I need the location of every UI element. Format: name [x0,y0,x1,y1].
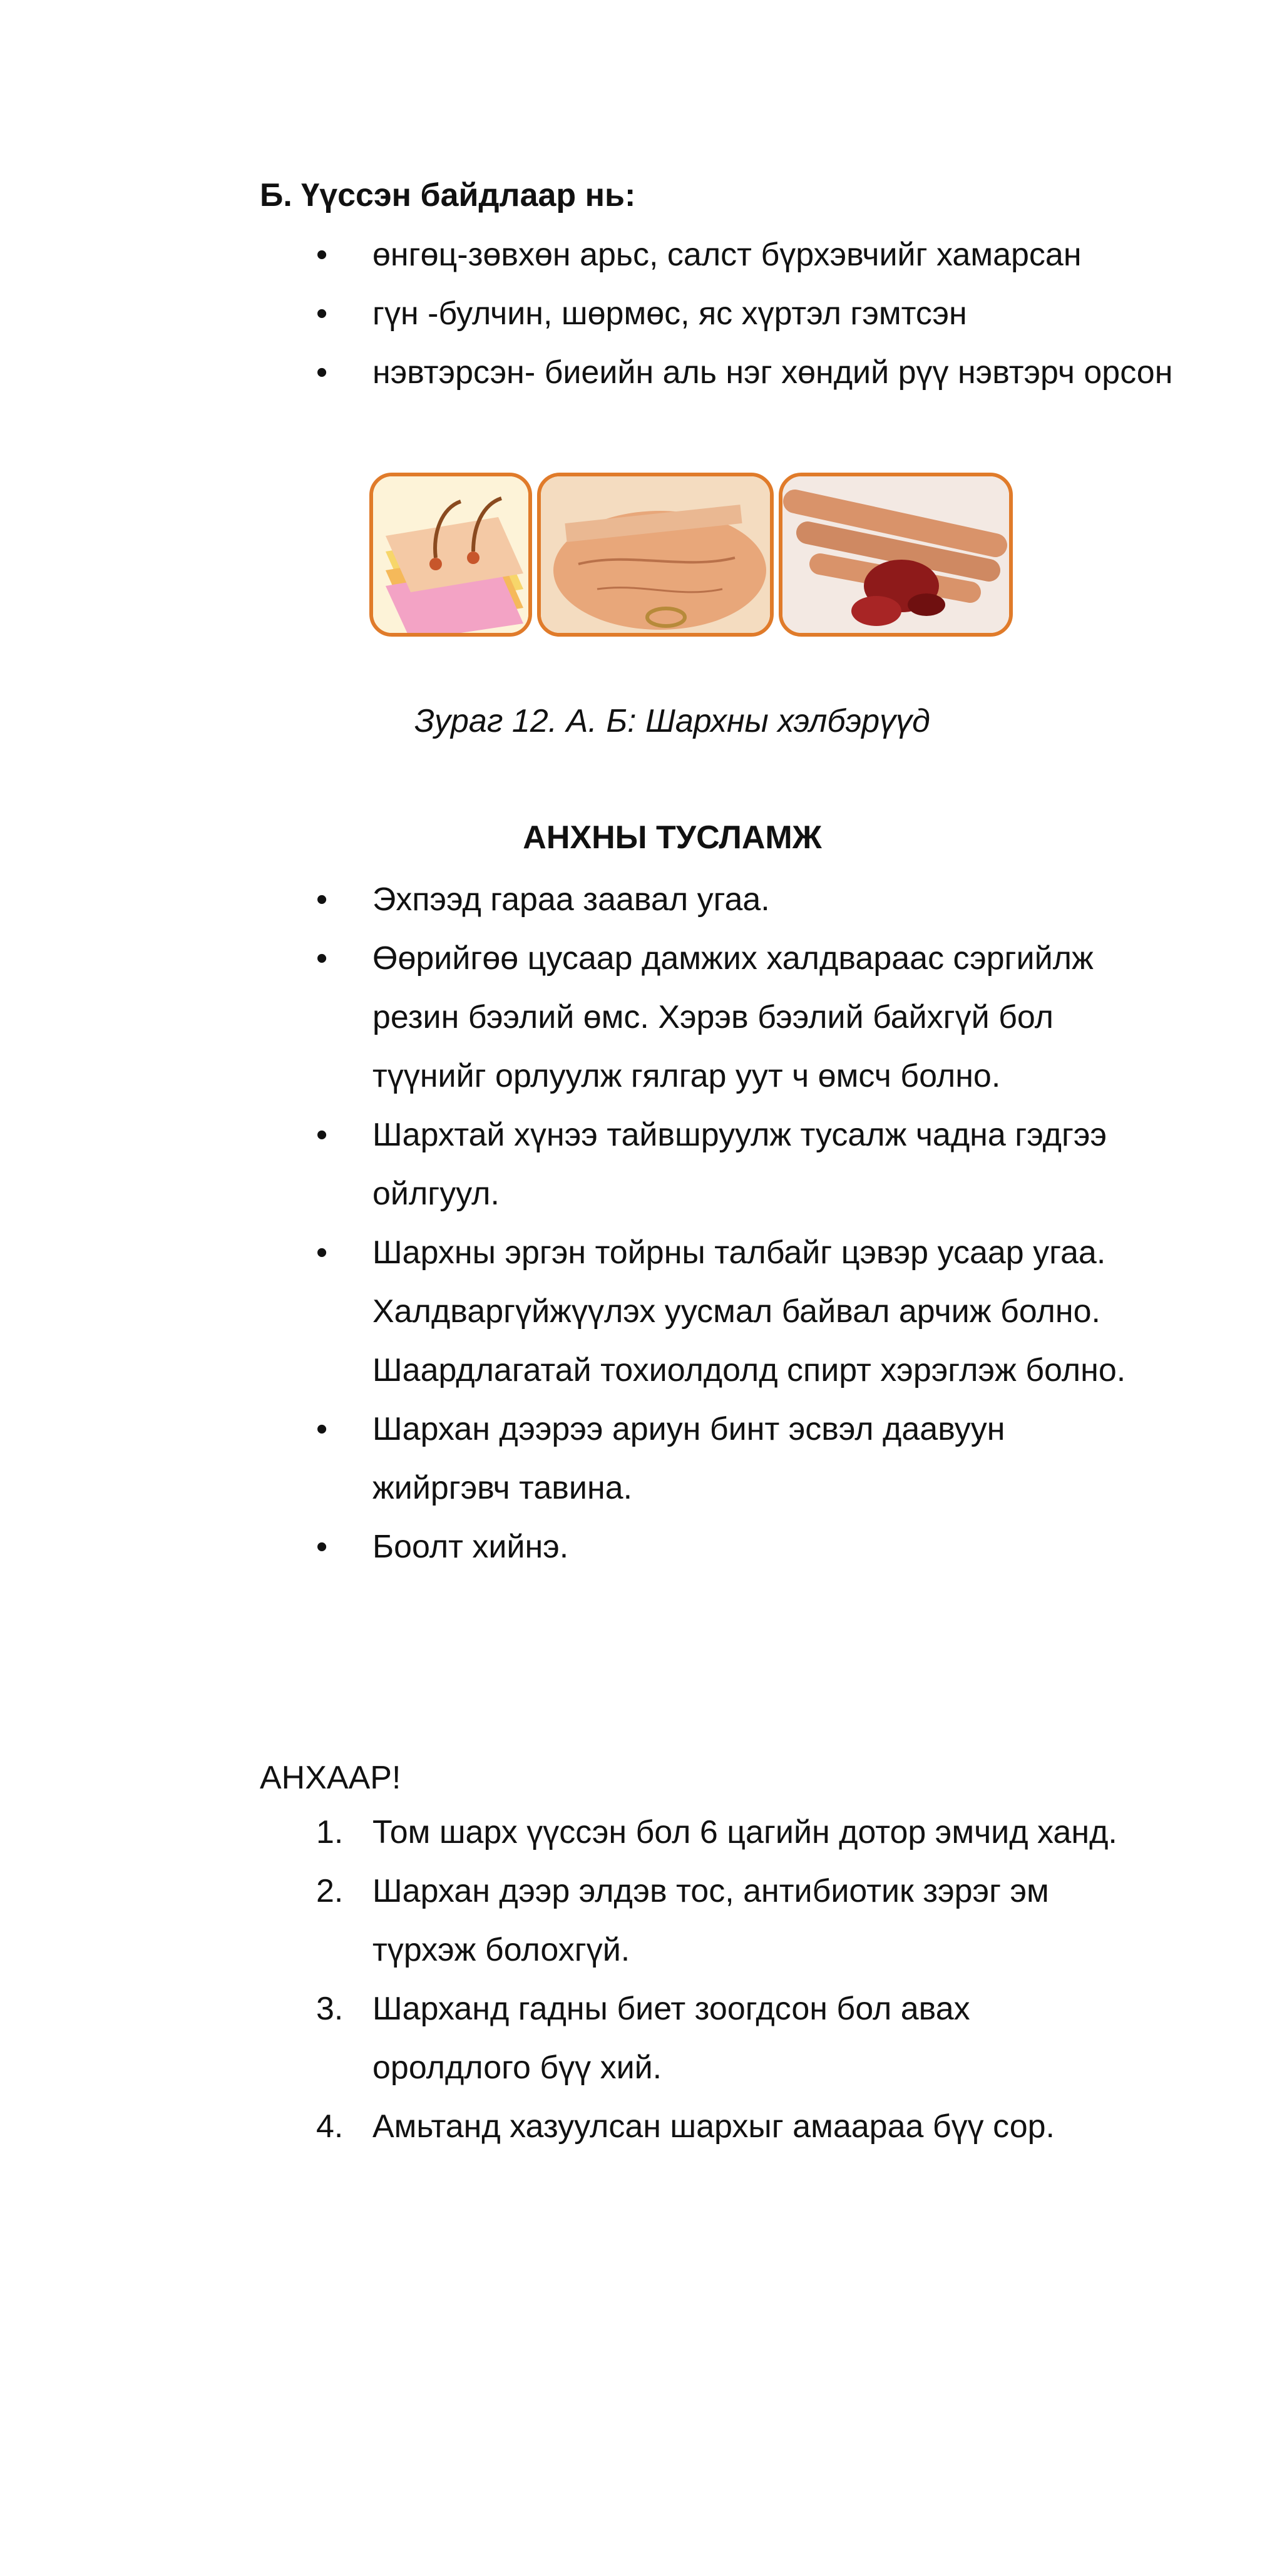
wound-types-list [260,225,1199,402]
list-item: 1. Том шарх үүссэн бол 6 цагийн дотор эмчид ханд. [260,1803,1199,1862]
bullet-icon: • [316,1117,328,1153]
list-item: • Шархтай хүнээ тайвшруулж тусалж чадна гэдгээ ойлгуул. [260,1106,1130,1223]
list-item: • Өөрийгөө цусаар дамжих халдвараас сэргийлж резин бээлий өмс. Хэрэв бээлий байхгүй бол түүнийг орлуулж гялгар уут ч өмсч болно. [260,929,1111,1106]
list-item: • Шархны эргэн тойрны талбайг цэвэр усаар угаа. Халдваргүйжүүлэх уусмал байвал арчиж болно. Шаардлагатай тохиолдолд спирт хэрэглэж болно. [260,1223,1167,1400]
list-item: • Шархан дээрээ ариун бинт эсвэл даавуун жийргэвч тавина. [260,1400,1111,1517]
bullet-icon: • [316,881,328,918]
list-item: • Боолт хийнэ. [260,1517,1199,1576]
bullet-icon: • [316,940,328,977]
figure-caption: Зураг 12. А. Б: Шархны хэлбэрүүд [414,703,930,739]
item-number: 4. [316,2108,344,2145]
list-item: 2. Шархан дээр элдэв тос, антибиотик зэрэг эм түрхэж болохгүй. [260,1862,1080,1979]
warning-title: АНХААР! [260,1760,401,1796]
warning-list [260,1803,1199,2156]
bullet-icon: • [316,295,328,332]
bullet-icon: • [316,237,328,273]
bullet-icon: • [316,1411,328,1447]
list-item: • гүн -булчин, шөрмөс, яс хүртэл гэмтсэн [260,284,1199,343]
list-item: 3. Шарханд гадны биет зоогдсон бол авах оролдлого бүү хий. [260,1979,1080,2097]
section-b-heading: Б. Үүссэн байдлаар нь: [260,177,636,213]
wound-images-row [369,473,1014,642]
bleeding-hand-photo [779,473,1013,637]
bullet-icon: • [316,354,328,391]
palm-cut-photo [537,473,774,637]
item-number: 2. [316,1873,344,1909]
list-item: • Эхпээд гараа заавал угаа. [260,870,1199,929]
list-item: 4. Амьтанд хазуулсан шархыг амаараа бүү сор. [260,2097,1199,2156]
skin-layers-illustration [369,473,532,637]
bullet-icon: • [316,1234,328,1271]
bullet-icon: • [316,1529,328,1565]
list-item: • өнгөц-зөвхөн арьс, салст бүрхэвчийг хамарсан [260,225,1199,284]
first-aid-title: АНХНЫ ТУСЛАМЖ [523,819,822,856]
first-aid-list [260,870,1199,1576]
item-number: 3. [316,1991,344,2027]
list-item: • нэвтэрсэн- биеийн аль нэг хөндий рүү нэвтэрч орсон [260,343,1199,402]
item-number: 1. [316,1814,344,1850]
